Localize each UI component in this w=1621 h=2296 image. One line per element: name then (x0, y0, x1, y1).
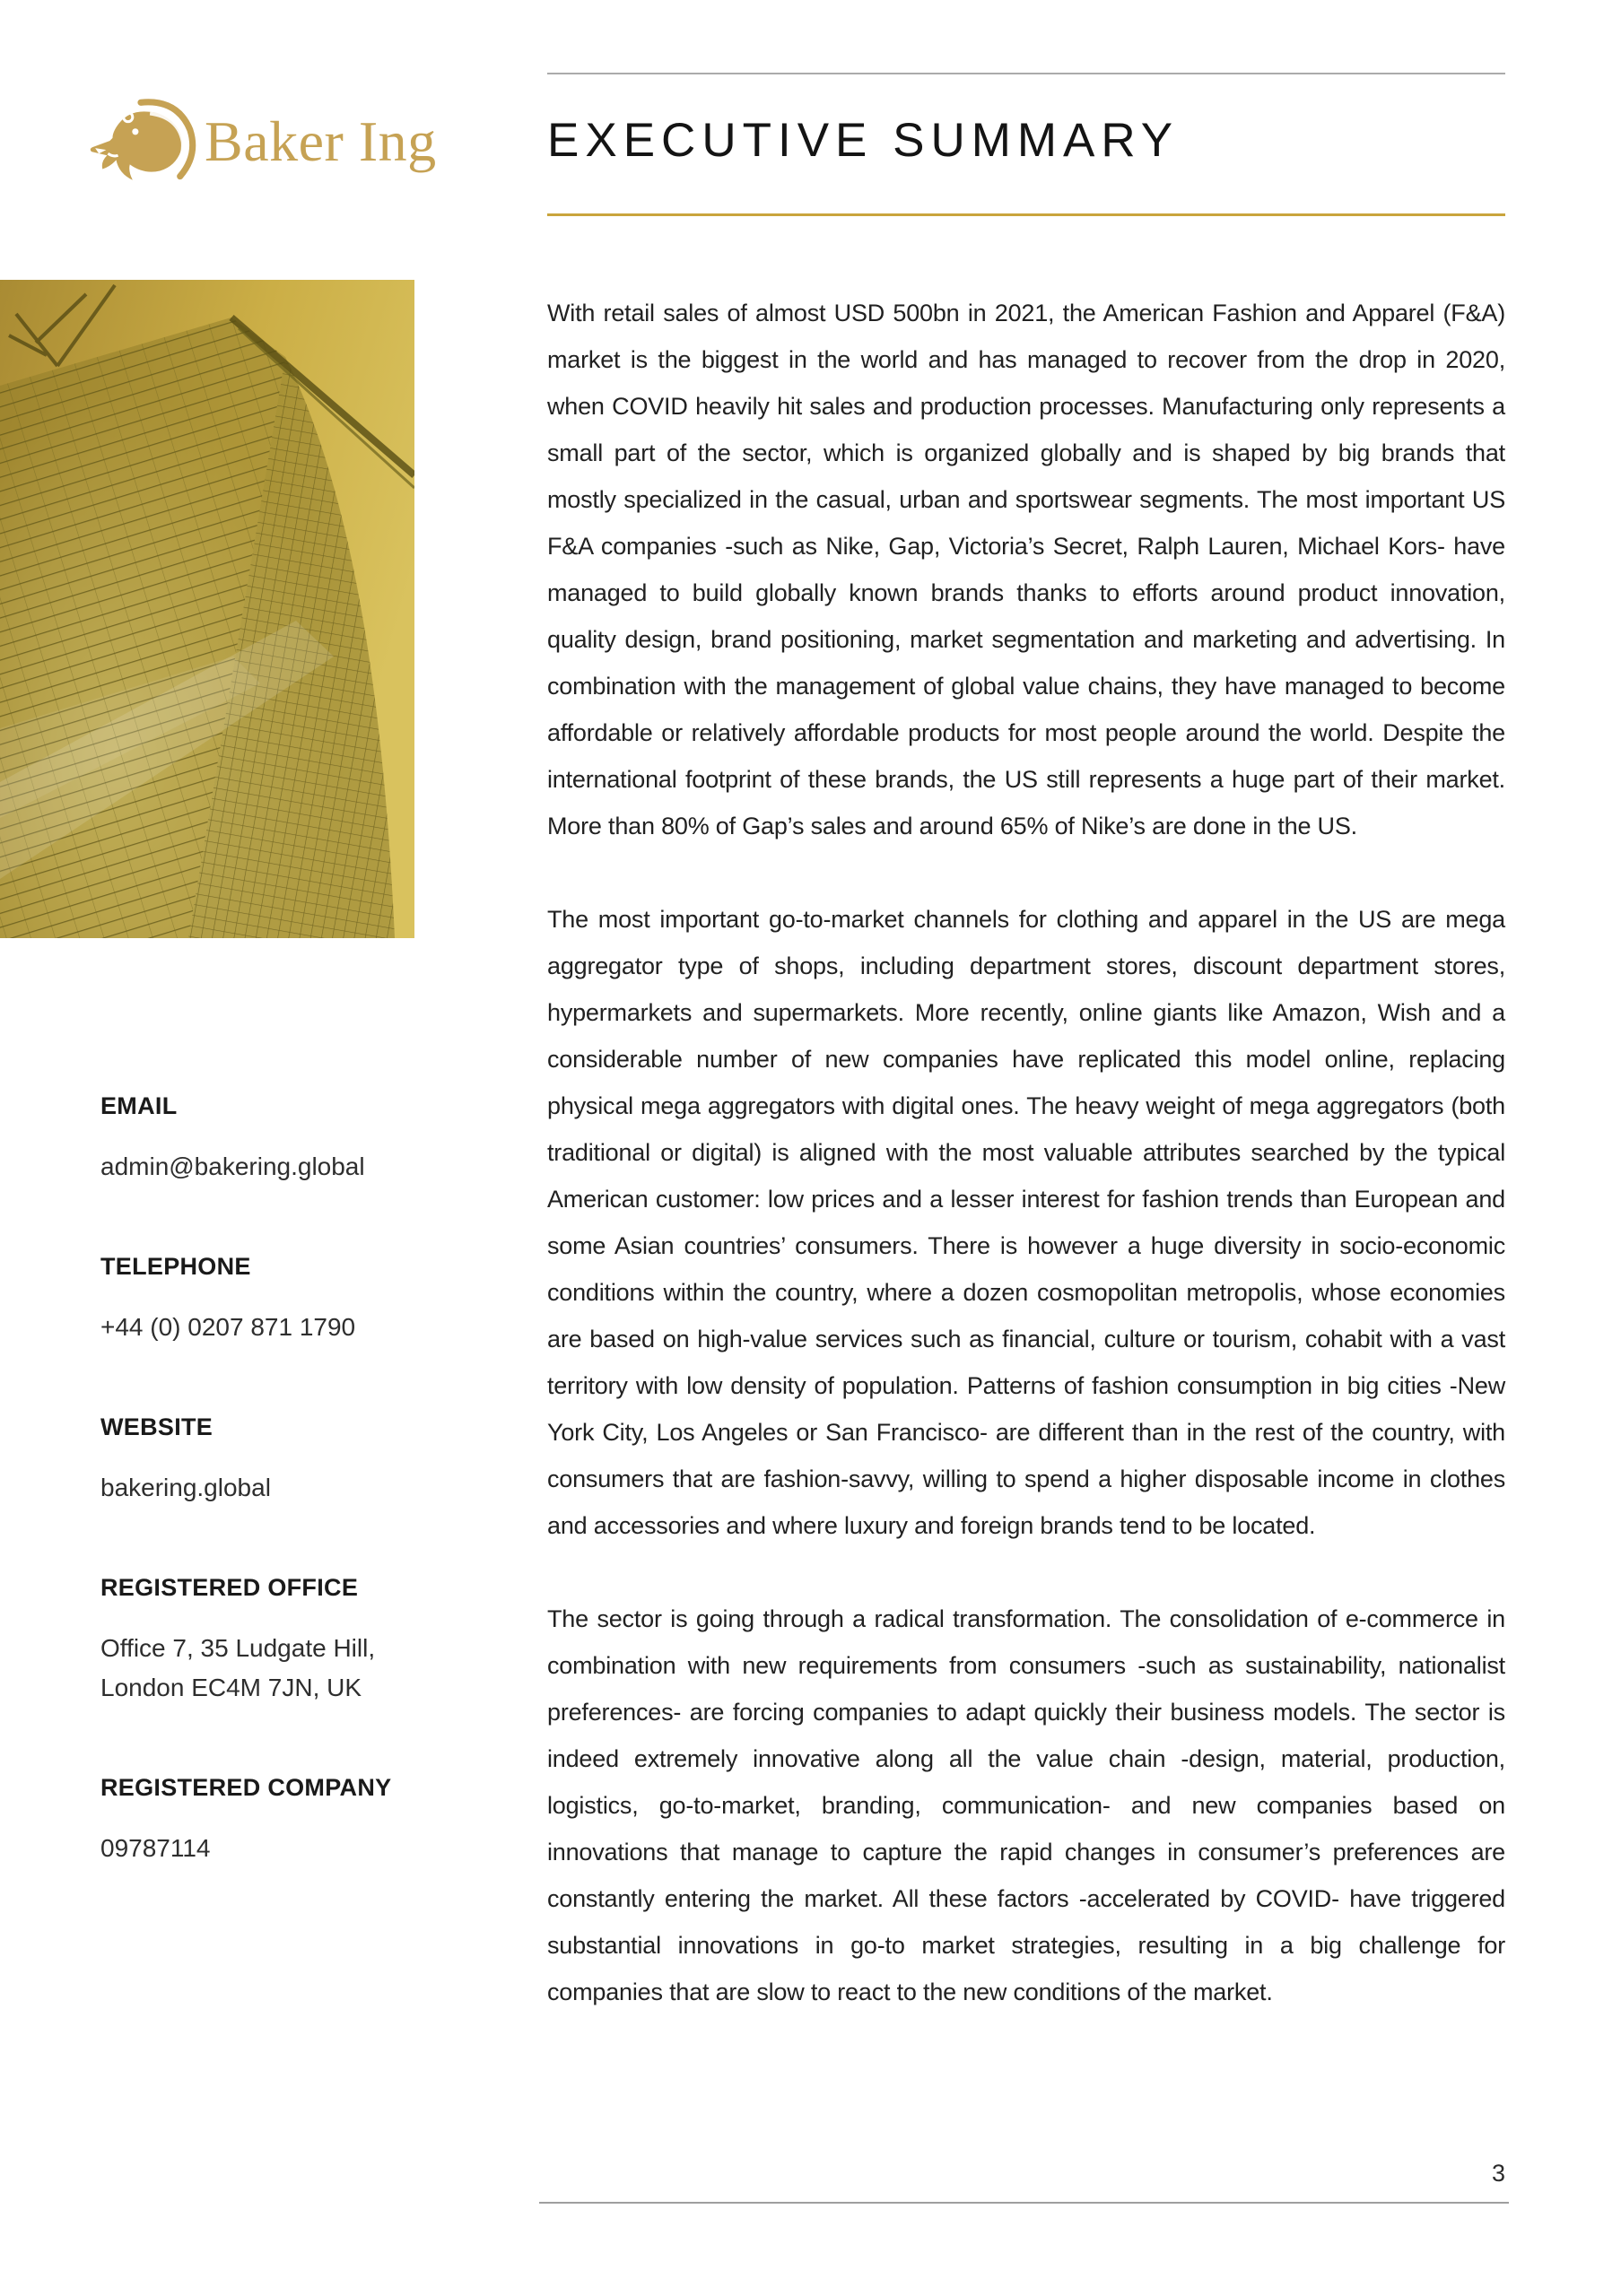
body-copy (547, 290, 1505, 2062)
footer-rule (539, 2202, 1509, 2204)
contact-registered-company (100, 1774, 410, 1868)
contact-value: admin@bakering.global (100, 1152, 365, 1180)
brand-name: Baker Ing (205, 109, 437, 173)
contact-value: Office 7, 35 Ludgate Hill, London EC4M 7JN, UK (100, 1634, 376, 1701)
contact-registered-office (100, 1574, 410, 1708)
contact-value: +44 (0) 0207 871 1790 (100, 1313, 356, 1341)
building-photo (0, 280, 414, 938)
contact-label: TELEPHONE (100, 1253, 251, 1280)
contact-telephone (100, 1253, 410, 1347)
contact-label: REGISTERED COMPANY (100, 1774, 392, 1801)
contact-website (100, 1413, 410, 1508)
page-number: 3 (1491, 2160, 1505, 2187)
contact-label: EMAIL (100, 1092, 178, 1119)
contact-value: bakering.global (100, 1474, 271, 1501)
contact-label: WEBSITE (100, 1413, 214, 1440)
page-title: EXECUTIVE SUMMARY (547, 114, 1180, 167)
header-top-rule (547, 73, 1505, 74)
lion-icon (88, 93, 197, 190)
paragraph-3: The sector is going through a radical transformation. The consolidation of e-commerce in combination with new requirements from consumers -such as sustainability, nationalist preferences- are forcing companies to adapt quickly their business models. The sector is indeed extremely innovative along all the value chain -design, material, production, logistics, go-to-market, branding, communication- and new companies based on innovations that manage to capture the rapid changes in consumer’s preferences are constantly entering the market. All these factors -accelerated by COVID- have triggered substantial innovations in go-to market strategies, resulting in a big challenge for companies that are slow to react to the new conditions of the market. (547, 1605, 1505, 2005)
contact-sidebar (100, 1092, 410, 1935)
contact-label: REGISTERED OFFICE (100, 1574, 359, 1601)
contact-email (100, 1092, 410, 1187)
header-accent-rule (547, 213, 1505, 216)
contact-value: 09787114 (100, 1834, 211, 1862)
paragraph-2: The most important go-to-market channels for clothing and apparel in the US are mega aggregator type of shops, including department stores, discount department stores, hypermarkets and supermarkets. More recently, online giants like Amazon, Wish and a considerable number of new companies have replicated this model online, replacing physical mega aggregators with digital ones. The heavy weight of mega aggregators (both traditional or digital) is aligned with the most valuable attributes searched by the typical American customer: low prices and a lesser interest for fashion trends than European and some Asian countries’ consumers. There is however a huge diversity in socio-economic conditions within the country, where a dozen cosmopolitan metropolis, whose economies are based on high-value services such as financial, culture or tourism, cohabit with a vast territory with low density of population. Patterns of fashion consumption in big cities -New York City, Los Angeles or San Francisco- are different than in the rest of the country, with consumers that are fashion-savvy, willing to spend a higher disposable income in clothes and accessories and where luxury and foreign brands tend to be located. (547, 906, 1505, 1539)
skyscraper-illustration (0, 280, 414, 938)
paragraph-1: With retail sales of almost USD 500bn in 2021, the American Fashion and Apparel (F&A) market is the biggest in the world and has managed to recover from the drop in 2020, when COVID heavily hit sales and production processes. Manufacturing only represents a small part of the sector, which is organized globally and is shaped by big brands that mostly specialized in the casual, urban and sportswear segments. The most important US F&A companies -such as Nike, Gap, Victoria’s Secret, Ralph Lauren, Michael Kors- have managed to build globally known brands thanks to efforts around product innovation, quality design, brand positioning, market segmentation and marketing and advertising. In combination with the management of global value chains, they have managed to become affordable or relatively affordable products for most people around the world. Despite the international footprint of these brands, the US still represents a huge part of their market. More than 80% of Gap’s sales and around 65% of Nike’s are done in the US. (547, 300, 1505, 839)
brand-logo (88, 93, 437, 190)
